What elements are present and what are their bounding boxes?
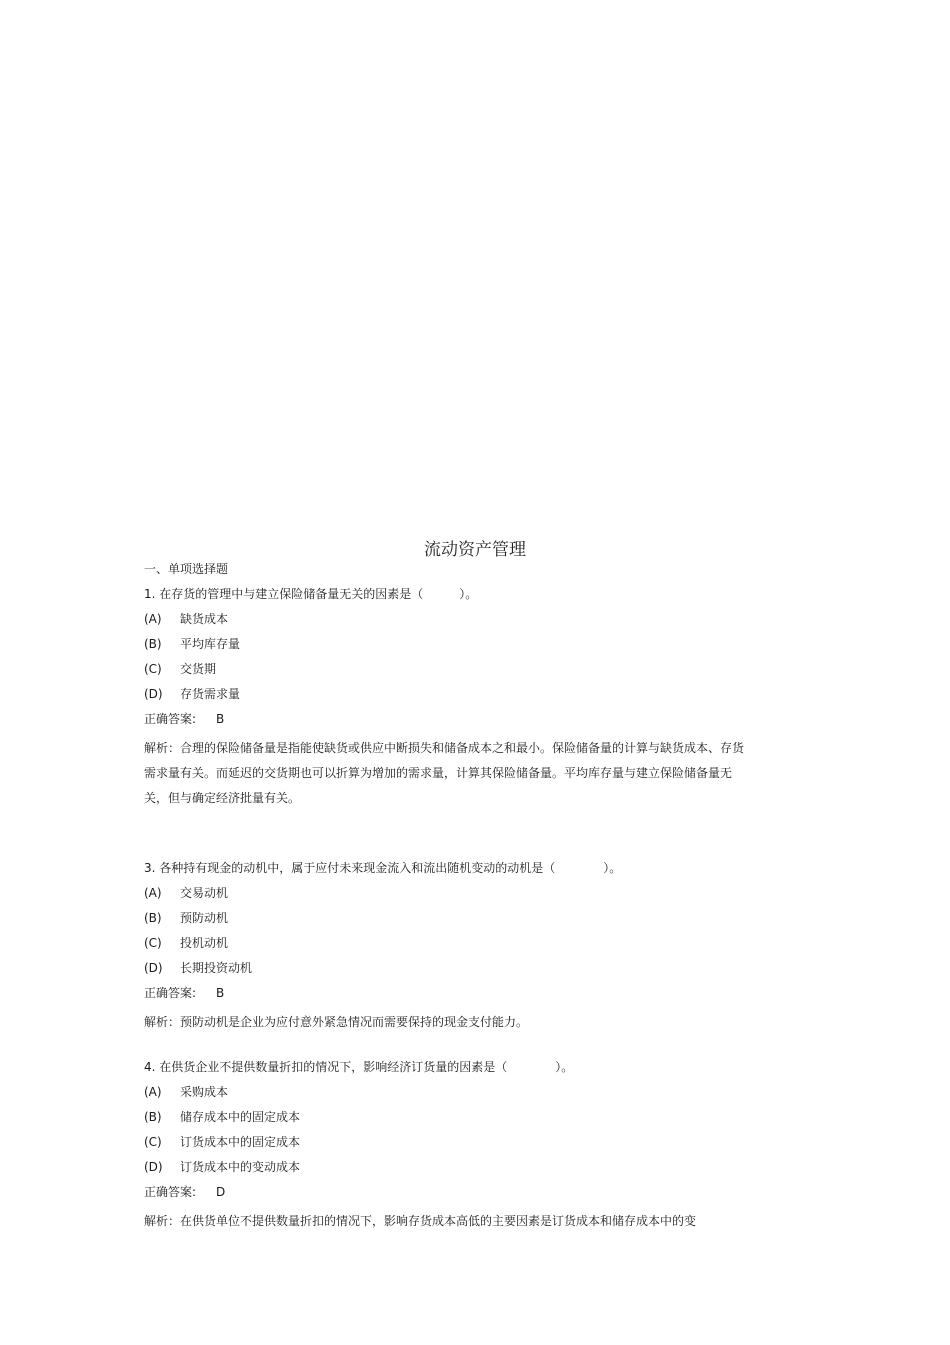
answer-label: 正确答案: — [144, 986, 197, 1000]
option-letter: (A) — [144, 612, 162, 626]
option-letter: (A) — [144, 886, 162, 900]
option-a — [144, 611, 754, 636]
option-d — [144, 960, 754, 985]
explanation: 解析：合理的保险储备量是指能使缺货或供应中断损失和储备成本之和最小。保险储备量的计算与缺货成本、存货需求量有关。而延迟的交货期也可以折算为增加的需求量，计算其保险储备量。平均库存量与建立保险储备量无关，但与确定经济批量有关。 — [144, 741, 745, 805]
option-letter: (C) — [144, 1135, 162, 1149]
option-text: 预防动机 — [180, 911, 229, 925]
question-stem: 3. 各种持有现金的动机中，属于应付未来现金流入和流出随机变动的动机是（ ）。 — [144, 861, 622, 875]
option-text: 长期投资动机 — [180, 961, 253, 975]
option-text: 订货成本中的固定成本 — [180, 1135, 301, 1149]
question-4 — [144, 1059, 754, 1234]
option-text: 交货期 — [180, 662, 217, 676]
question-1 — [144, 586, 754, 811]
answer-value: D — [216, 1185, 226, 1199]
option-text: 储存成本中的固定成本 — [180, 1110, 301, 1124]
answer-label: 正确答案: — [144, 1185, 197, 1199]
section-heading: 一、单项选择题 — [144, 562, 229, 576]
option-d — [144, 686, 754, 711]
option-a — [144, 885, 754, 910]
option-letter: (B) — [144, 1110, 162, 1124]
answer-label: 正确答案: — [144, 712, 197, 726]
option-text: 投机动机 — [180, 936, 229, 950]
option-a — [144, 1084, 754, 1109]
explanation: 解析：预防动机是企业为应付意外紧急情况而需要保持的现金支付能力。 — [144, 1015, 529, 1029]
option-letter: (D) — [144, 1160, 163, 1174]
answer-value: B — [216, 712, 225, 726]
question-stem: 4. 在供货企业不提供数量折扣的情况下，影响经济订货量的因素是（ ）。 — [144, 1060, 574, 1074]
answer-line — [144, 711, 754, 736]
option-text: 交易动机 — [180, 886, 229, 900]
option-text: 缺货成本 — [180, 612, 229, 626]
spacer — [144, 811, 754, 860]
option-b — [144, 636, 754, 661]
answer-value: B — [216, 986, 225, 1000]
option-letter: (A) — [144, 1085, 162, 1099]
option-text: 采购成本 — [180, 1085, 229, 1099]
spacer — [144, 1035, 754, 1059]
option-letter: (D) — [144, 687, 163, 701]
option-letter: (B) — [144, 637, 162, 651]
explanation: 解析：在供货单位不提供数量折扣的情况下，影响存货成本高低的主要因素是订货成本和储存成本中的变 — [144, 1214, 697, 1228]
option-c — [144, 935, 754, 960]
page-title: 流动资产管理 — [424, 540, 526, 560]
option-letter: (D) — [144, 961, 163, 975]
question-stem: 1. 在存货的管理中与建立保险储备量无关的因素是（ ）。 — [144, 587, 478, 601]
question-3 — [144, 860, 754, 1035]
option-text: 存货需求量 — [180, 687, 241, 701]
option-text: 订货成本中的变动成本 — [180, 1160, 301, 1174]
document-body — [144, 561, 754, 1234]
option-b — [144, 1109, 754, 1134]
option-letter: (C) — [144, 936, 162, 950]
answer-line — [144, 1184, 754, 1209]
option-letter: (B) — [144, 911, 162, 925]
answer-line — [144, 985, 754, 1010]
option-c — [144, 1134, 754, 1159]
option-c — [144, 661, 754, 686]
option-b — [144, 910, 754, 935]
option-letter: (C) — [144, 662, 162, 676]
option-d — [144, 1159, 754, 1184]
option-text: 平均库存量 — [180, 637, 241, 651]
